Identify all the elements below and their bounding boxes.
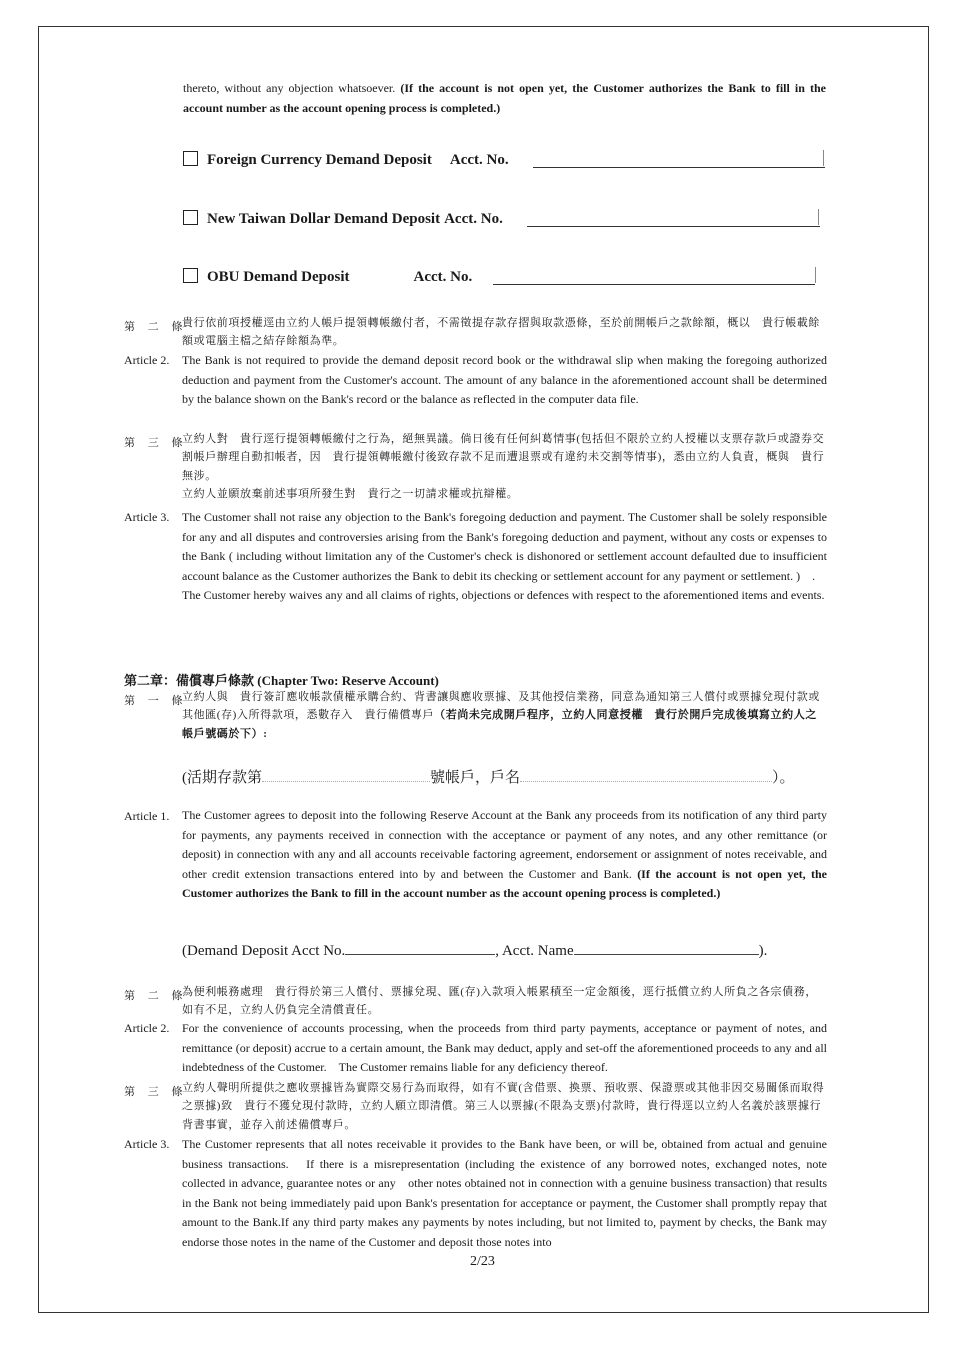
fill-label: , Acct. Name [495, 943, 574, 959]
account-name: OBU Demand Deposit [207, 269, 350, 285]
cn-text: 立約人與 貴行簽訂應收帳款債權承購合約、背書讓與應收票據、及其他授信業務，同意為通知第三人償付或票據兌現付款或其他匯(存)入所得款項，悉數存入 貴行備償專戶 [182, 691, 820, 722]
fill-label: 號帳戶，戶名 [430, 770, 521, 786]
cn-article-label: 第 一 條 [124, 695, 188, 707]
fill-label: ). [758, 943, 768, 959]
field-end-mark [818, 209, 819, 225]
field-end-mark [823, 150, 824, 166]
en-text: The Customer shall not raise any objection to the Bank's foregoing deduction and payment. The Customer shall be solely responsible for any and all disputes and controversies arising from the Bank's foregoing deduction and payment, without any costs or expenses to the Bank ( including without limitation any of the Customer's check is dishonored or settlement account defaulted due to insufficient account balance as the Customer authorizes the Bank to debit its checking or settlement account for any payment or settlement. ) . [182, 510, 827, 583]
acct-name-field[interactable] [574, 940, 759, 955]
cn-article-text [182, 314, 827, 351]
intro-paragraph [183, 79, 826, 118]
account-row-ntd [183, 210, 503, 228]
en-article-text [182, 1019, 827, 1078]
cn-text-bold: （若尚未完成開戶程序，立約人同意授權 貴行於開戶完成後填寫立約人之帳戶號碼於下）: [182, 709, 817, 740]
cn-text: 為便利帳務處理 貴行得於第三人償付、票據兌現、匯(存)入款項入帳累積至一定金額後，逕行抵償立約人所負之各宗債務，如有不足，立約人仍負完全清償責任。 [182, 986, 817, 1017]
checkbox[interactable] [183, 268, 198, 283]
checkbox[interactable] [183, 210, 198, 225]
en-article-label: Article 2. [124, 353, 170, 367]
cn-article-text [182, 430, 827, 504]
cn-text: 立約人對 貴行逕行提領轉帳繳付之行為，絕無異議。倘日後有任何糾葛情事(包括但不限於立約人授權以支票存款戶或證券交割帳戶辦理自動扣帳者，因 貴行提領轉帳繳付後致存款不足而遭退票或有違約未交割等情事)，悉由立約人負責，概與 貴行無涉。 [182, 433, 825, 482]
acct-name-field[interactable] [520, 767, 772, 782]
cn-article-text [182, 688, 827, 743]
en-article-label: Article 3. [124, 1137, 170, 1151]
cn-text: 貴行依前項授權逕由立約人帳戶提領轉帳繳付者，不需徵提存款存摺與取款憑條，至於前開帳戶之款餘額，概以 貴行帳載餘額或電腦主檔之結存餘額為準。 [182, 317, 820, 348]
cn-article-text [182, 1079, 827, 1134]
page-number: 2/23 [470, 1254, 495, 1269]
cn-article-text [182, 983, 827, 1020]
en-article-text [182, 1135, 827, 1253]
acct-number-field[interactable] [262, 767, 430, 782]
en-article-text [182, 351, 827, 410]
fill-label: (Demand Deposit Acct No. [182, 943, 346, 959]
checkbox[interactable] [183, 151, 198, 166]
en-text: The Bank is not required to provide the demand deposit record book or the withdrawal slip when making the foregoing authorized deduction and payment from the Customer's account. The amount of any balance in the aforementioned account shall be determined by the balance shown on the Bank's record or the balance as reflected in the computer data file. [182, 353, 827, 407]
account-row-obu [183, 268, 472, 286]
fill-label: (活期存款第 [182, 770, 262, 786]
account-name: New Taiwan Dollar Demand Deposit [207, 211, 441, 227]
cn-article-label: 第 二 條 [124, 990, 188, 1002]
en-text: The Customer agrees to deposit into the following Reserve Account at the Bank any proceeds from its notification of any third party for payments, any payments received in connection with the acceptance or payment of any notes, and any other remittance (or deposit) in connection with any and all accounts receivable factoring agreement, endorsement or assignment of notes receivable, and other credit extension transactions entered into by and between the Customer and Bank. [182, 808, 827, 881]
acct-number-field[interactable] [527, 226, 820, 227]
en-text: The Customer represents that all notes receivable it provides to the Bank have been, or will be, obtained from actual and genuine business transactions. If there is a misrepresentation (including the existence of any borrowed notes, exchanged notes, note collected in advance, guarantee notes or any other notes obtained not in connection with a genuine business transaction) that results in the Bank not being immediately paid upon Bank's presentation for acceptance or payment, the Customer shall promptly repay that amount to the Bank.If any third party makes any payments by notes including, but not limited to, payment by checks, the Bank may endorse those notes in the name of the Customer and deposit those notes into [182, 1137, 827, 1249]
en-article-text [182, 806, 827, 904]
acct-number-field[interactable] [493, 284, 815, 285]
acct-label: Acct. No. [449, 152, 509, 168]
cn-article-label: 第 二 條 [124, 321, 188, 333]
chapter-title-en: (Chapter Two: Reserve Account) [257, 673, 439, 688]
en-fill-line [182, 940, 767, 960]
account-name: Foreign Currency Demand Deposit [207, 152, 432, 168]
en-text-bold: (If the account is not open yet, the Customer authorizes the Bank to fill in the account number as the account opening process is completed.) [182, 866, 828, 901]
chapter-heading [124, 670, 439, 689]
fill-label: ）。 [772, 770, 795, 786]
acct-number-field[interactable] [345, 940, 495, 955]
en-text: The Customer hereby waives any and all claims of rights, objections or defences with respect to the aforementioned items and events. [182, 588, 825, 603]
cn-text: 立約人聲明所提供之應收票據皆為實際交易行為而取得，如有不實(含借票、換票、預收票、保證票或其他非因交易關係而取得之票據)致 貴行不獲兌現付款時，立約人願立即清償。第三人以票據(不限為支票)付款時，貴行得逕以立約人名義於該票據行背書事實，並存入前述備償專戶。 [182, 1082, 825, 1131]
cn-fill-line [182, 766, 795, 787]
en-text: For the convenience of accounts processing, when the proceeds from third party payments, acceptance or payment of notes, and remittance (or deposit) accrue to a certain amount, the Bank may deduct, apply and set-off the aforementioned proceeds to any and all indebtedness of the Customer. The Customer remains liable for any deficiency thereof. [182, 1021, 827, 1075]
cn-article-label: 第 三 條 [124, 437, 188, 449]
chapter-title-cn: 第二章：備償專戶條款 [124, 673, 255, 688]
acct-label: Acct. No. [413, 269, 473, 285]
cn-text: 立約人並願放棄前述事項所發生對 貴行之一切請求權或抗辯權。 [182, 488, 519, 501]
en-article-label: Article 2. [124, 1021, 170, 1035]
en-article-label: Article 3. [124, 510, 170, 524]
en-article-label: Article 1. [124, 809, 170, 823]
en-article-text [182, 508, 827, 606]
acct-number-field[interactable] [533, 167, 825, 168]
acct-label: Acct. No. [444, 211, 503, 227]
intro-text-bold: (If the account is not open yet, the Customer authorizes the Bank to fill in the account number as the account opening process is completed.) [183, 81, 826, 115]
field-end-mark [815, 267, 816, 283]
cn-article-label: 第 三 條 [124, 1086, 188, 1098]
account-row-foreign-currency [183, 151, 509, 169]
intro-text: thereto, without any objection whatsoever. [183, 81, 401, 95]
